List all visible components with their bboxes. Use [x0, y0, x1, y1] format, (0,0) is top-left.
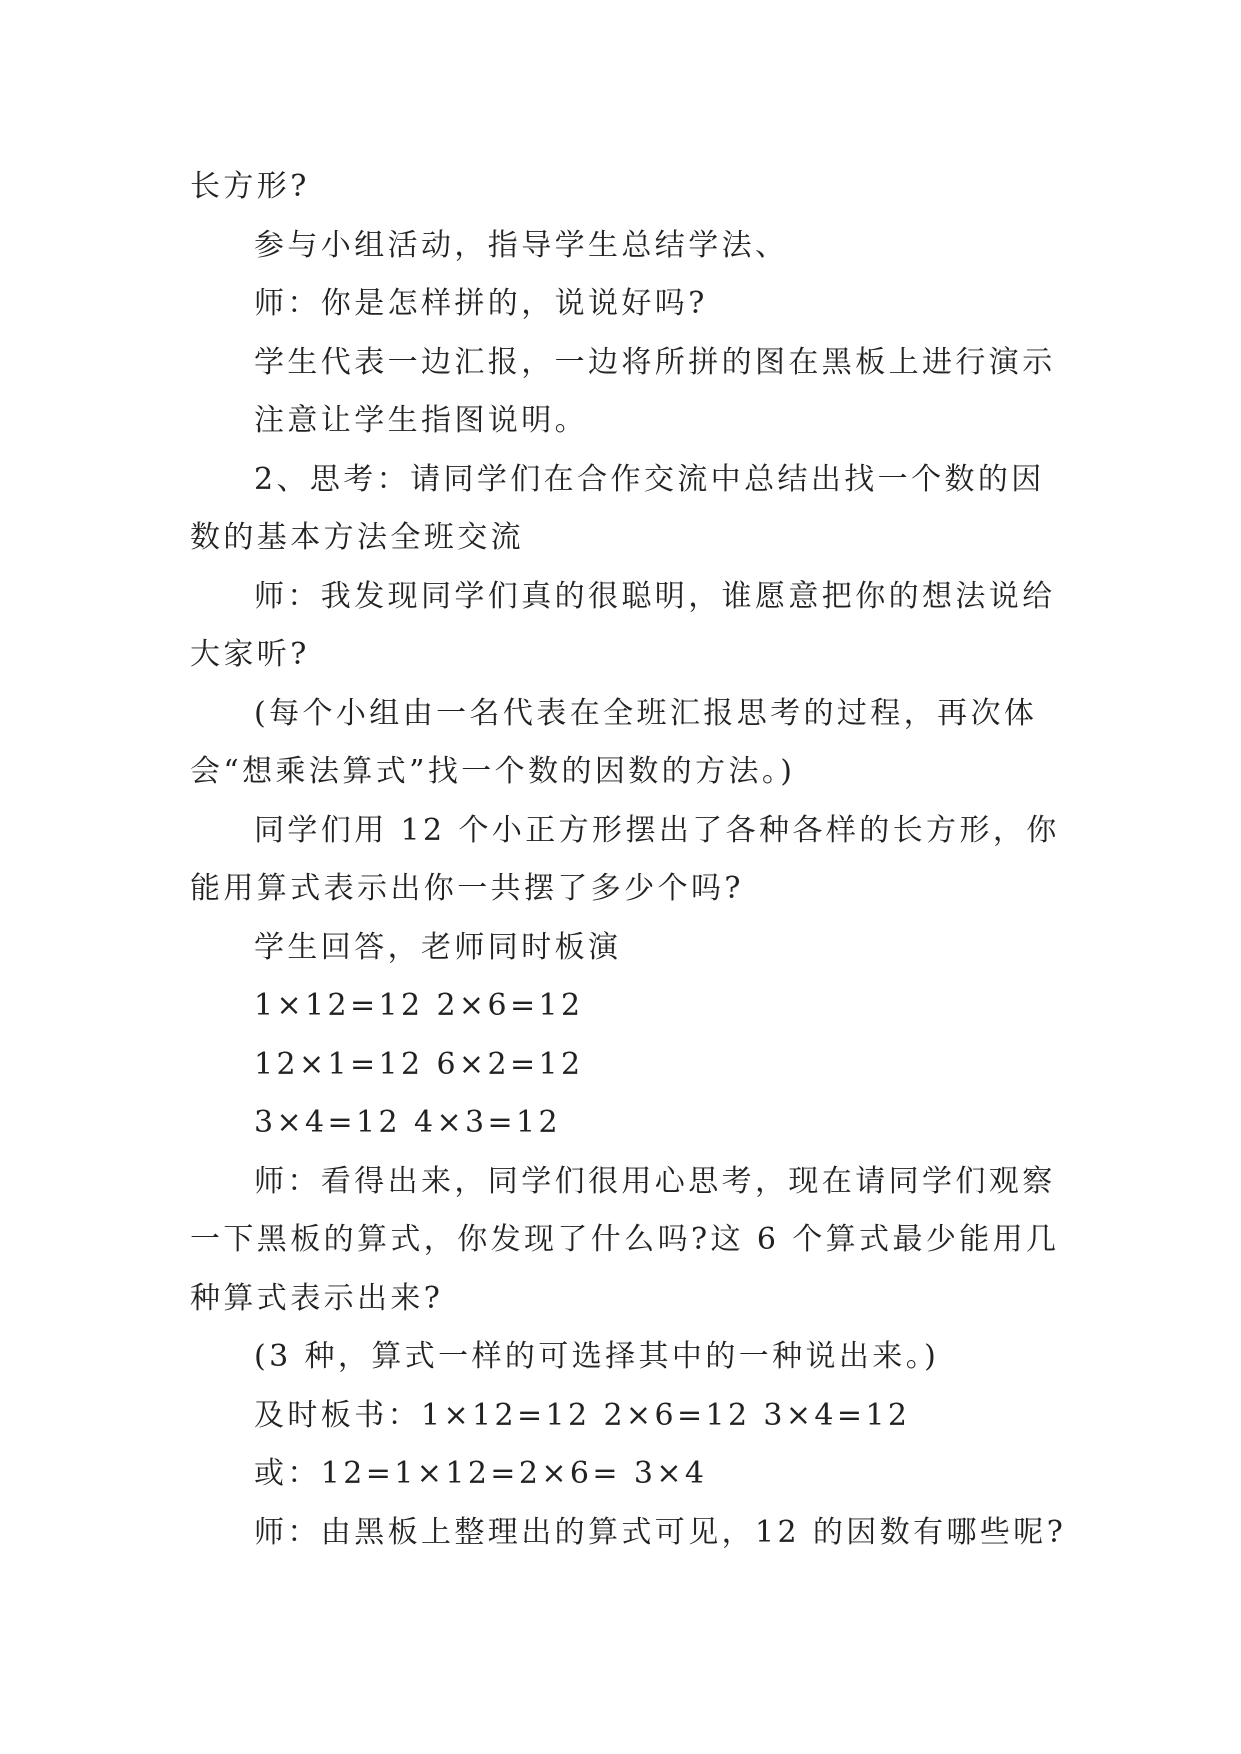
document-body	[190, 158, 1067, 1562]
text-line: 2、思考：请同学们在合作交流中总结出找一个数的因	[254, 461, 1045, 497]
text-line: 同学们用 12 个小正方形摆出了各种各样的长方形，你	[254, 812, 1060, 848]
equation-line: 及时板书：1×12=12 2×6=12 3×4=12	[254, 1397, 911, 1433]
text-line: 师：你是怎样拼的，说说好吗?	[254, 286, 708, 321]
text-line: 师：由黑板上整理出的算式可见，12 的因数有哪些呢?	[254, 1514, 1067, 1550]
equation-line: 或：12=1×12=2×6= 3×4	[254, 1456, 708, 1491]
text-line: 师：看得出来，同学们很用心思考，现在请同学们观察	[254, 1163, 1056, 1199]
text-line: (3 种，算式一样的可选择其中的一种说出来。)	[254, 1339, 940, 1374]
text-line: 能用算式表示出你一共摆了多少个吗?	[190, 871, 744, 906]
text-line: 学生代表一边汇报，一边将所拼的图在黑板上进行演示	[254, 344, 1056, 380]
text-line: 长方形?	[190, 169, 310, 204]
equation-line: 3×4=12 4×3=12	[254, 1105, 561, 1140]
text-line: 注意让学生指图说明。	[254, 403, 588, 438]
text-line: 学生回答，老师同时板演	[254, 929, 622, 965]
text-line: 一下黑板的算式，你发现了什么吗?这 6 个算式最少能用几	[190, 1222, 1060, 1257]
text-line: 师：我发现同学们真的很聪明，谁愿意把你的想法说给	[254, 578, 1056, 614]
text-line: 参与小组活动，指导学生总结学法、	[254, 227, 789, 263]
equation-line: 12×1=12 6×2=12	[254, 1046, 584, 1082]
text-line: 大家听?	[190, 637, 310, 672]
text-line: 会“想乘法算式”找一个数的因数的方法。)	[190, 754, 796, 789]
text-line: 种算式表示出来?	[190, 1280, 444, 1316]
equation-line: 1×12=12 2×6=12	[254, 988, 584, 1023]
text-line: 数的基本方法全班交流	[190, 520, 524, 555]
text-line: (每个小组由一名代表在全班汇报思考的过程，再次体	[254, 695, 1038, 731]
